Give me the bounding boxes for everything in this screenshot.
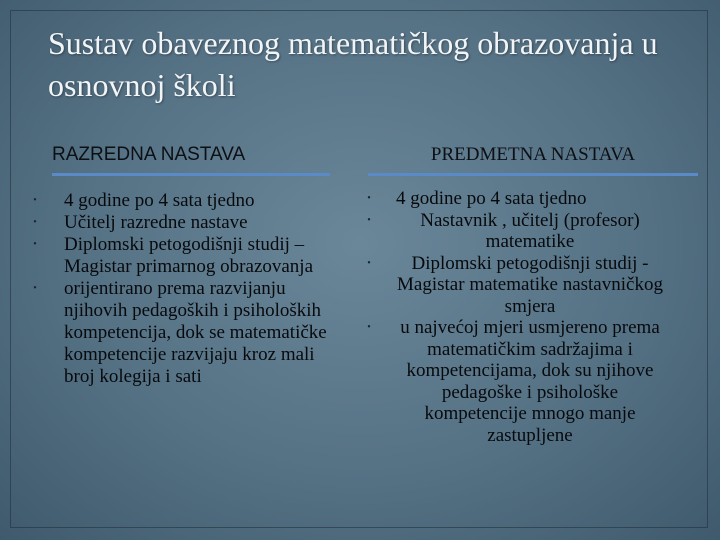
bullet-icon: • xyxy=(33,217,37,228)
list-item-text: Diplomski petogodišnji studij - Magistar matematike nastavničkog smjera xyxy=(397,252,663,317)
bullet-icon: • xyxy=(367,193,371,204)
right-bullet-list xyxy=(364,188,664,446)
list-item xyxy=(364,188,664,210)
bullet-icon: • xyxy=(367,322,371,333)
list-item xyxy=(30,190,340,212)
list-item-text: 4 godine po 4 sata tjedno xyxy=(64,190,255,211)
list-item-text: Diplomski petogodišnji studij – Magistar primarnog obrazovanja xyxy=(64,234,314,277)
list-item-text: orijentirano prema razvijanju njihovih pedagoških i psiholoških kompetencija, dok se matematičke kompetencije razvijaju kroz mali broj kolegija i sati xyxy=(64,278,327,387)
bullet-icon: • xyxy=(367,257,371,269)
list-item xyxy=(30,212,340,234)
bullet-icon: • xyxy=(33,283,37,294)
bullet-icon: • xyxy=(33,239,37,250)
list-item xyxy=(30,278,340,388)
list-item-text: Nastavnik , učitelj (profesor) matematike xyxy=(420,209,640,252)
slide-title: Sustav obaveznog matematičkog obrazovanja u osnovnoj školi xyxy=(48,25,658,103)
list-item-text: 4 godine po 4 sata tjedno xyxy=(396,188,587,209)
list-item xyxy=(30,234,340,278)
left-column-heading: RAZREDNA NASTAVA xyxy=(52,142,330,176)
list-item xyxy=(364,317,664,446)
left-bullet-list xyxy=(30,190,340,388)
list-item xyxy=(364,253,664,318)
list-item-text: Učitelj razredne nastave xyxy=(64,212,248,233)
list-item-text: u najvećoj mjeri usmjereno prema matematičkim sadržajima i kompetencijama, dok su njihove pedagoške i psihološke kompetencije mnogo manje zastupljene xyxy=(400,317,660,446)
list-item xyxy=(364,210,664,253)
right-column-heading: PREDMETNA NASTAVA xyxy=(368,142,698,176)
bullet-icon: • xyxy=(367,214,371,226)
bullet-icon: • xyxy=(33,195,37,206)
